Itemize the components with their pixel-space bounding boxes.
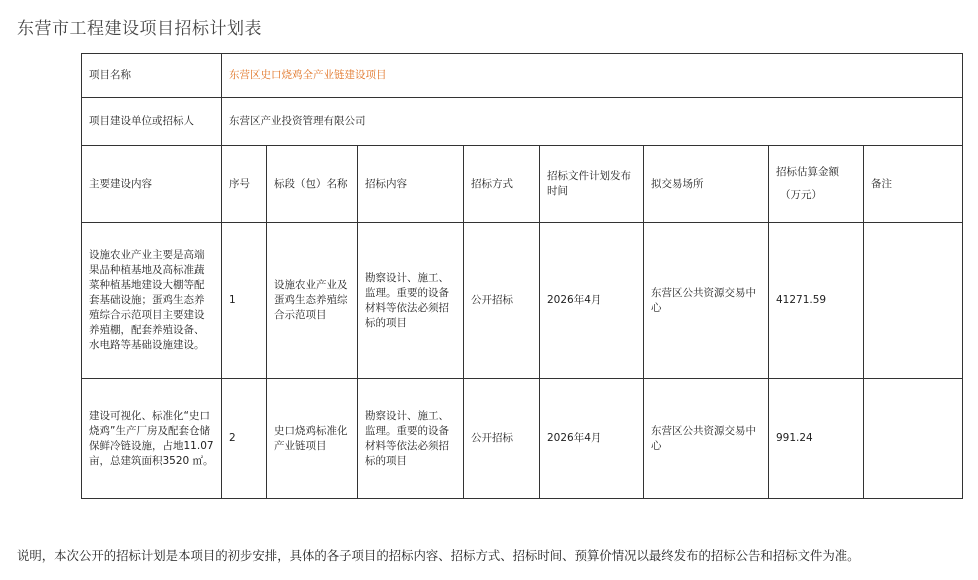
row1-remark: [864, 223, 963, 379]
row2-main-content: 建设可视化、标准化“史口烧鸡”生产厂房及配套仓储保鲜冷链设施，占地11.07 亩，总建筑面积3520 ㎡。: [82, 379, 222, 499]
bid-plan-table: [81, 53, 963, 499]
document-title: 东营市工程建设项目招标计划表: [17, 19, 262, 39]
row2-publish-time: 2026年4月: [540, 379, 644, 499]
header-amount-line2: （万元）: [780, 189, 822, 201]
row1-publish-time: 2026年4月: [540, 223, 644, 379]
header-main-content: 主要建设内容: [82, 146, 222, 223]
table-row-owner: [82, 98, 963, 146]
row2-seq: 2: [222, 379, 267, 499]
header-remark: 备注: [864, 146, 963, 223]
header-bid-content: 招标内容: [358, 146, 464, 223]
header-venue: 拟交易场所: [644, 146, 769, 223]
row2-amount: 991.24: [769, 379, 864, 499]
row1-venue: 东营区公共资源交易中心: [644, 223, 769, 379]
row1-main-content: 设施农业产业主要是高端果品种植基地及高标准蔬菜种植基地建设大棚等配套基础设施；蛋鸡生态养殖综合示范项目主要建设养殖棚，配套养殖设备、水电路等基础设施建设。: [82, 223, 222, 379]
table-row: [82, 223, 963, 379]
header-bid-method: 招标方式: [464, 146, 540, 223]
row1-bid-content: 勘察设计、施工、监理。重要的设备材料等依法必须招标的项目: [358, 223, 464, 379]
row1-section-name: 设施农业产业及蛋鸡生态养殖综合示范项目: [267, 223, 358, 379]
header-seq: 序号: [222, 146, 267, 223]
row2-bid-content: 勘察设计、施工、监理。重要的设备材料等依法必须招标的项目: [358, 379, 464, 499]
table-row-project-name: [82, 54, 963, 98]
project-name-label: 项目名称: [82, 54, 222, 98]
table-row: [82, 379, 963, 499]
row2-bid-method: 公开招标: [464, 379, 540, 499]
row2-venue: 东营区公共资源交易中心: [644, 379, 769, 499]
row2-remark: [864, 379, 963, 499]
row1-bid-method: 公开招标: [464, 223, 540, 379]
owner-value: 东营区产业投资管理有限公司: [222, 98, 963, 146]
header-section-name: 标段（包）名称: [267, 146, 358, 223]
header-amount: [769, 146, 864, 223]
row1-amount: 41271.59: [769, 223, 864, 379]
project-name-value: 东营区史口烧鸡全产业链建设项目: [222, 54, 963, 98]
header-amount-line1: 招标估算金额: [776, 166, 839, 178]
header-publish-time: 招标文件计划发布时间: [540, 146, 644, 223]
footnote: 说明，本次公开的招标计划是本项目的初步安排，具体的各子项目的招标内容、招标方式、招标时间、预算价情况以最终发布的招标公告和招标文件为准。: [17, 548, 860, 563]
row1-seq: 1: [222, 223, 267, 379]
row2-section-name: 史口烧鸡标准化产业链项目: [267, 379, 358, 499]
table-header-row: [82, 146, 963, 223]
owner-label: 项目建设单位或招标人: [82, 98, 222, 146]
